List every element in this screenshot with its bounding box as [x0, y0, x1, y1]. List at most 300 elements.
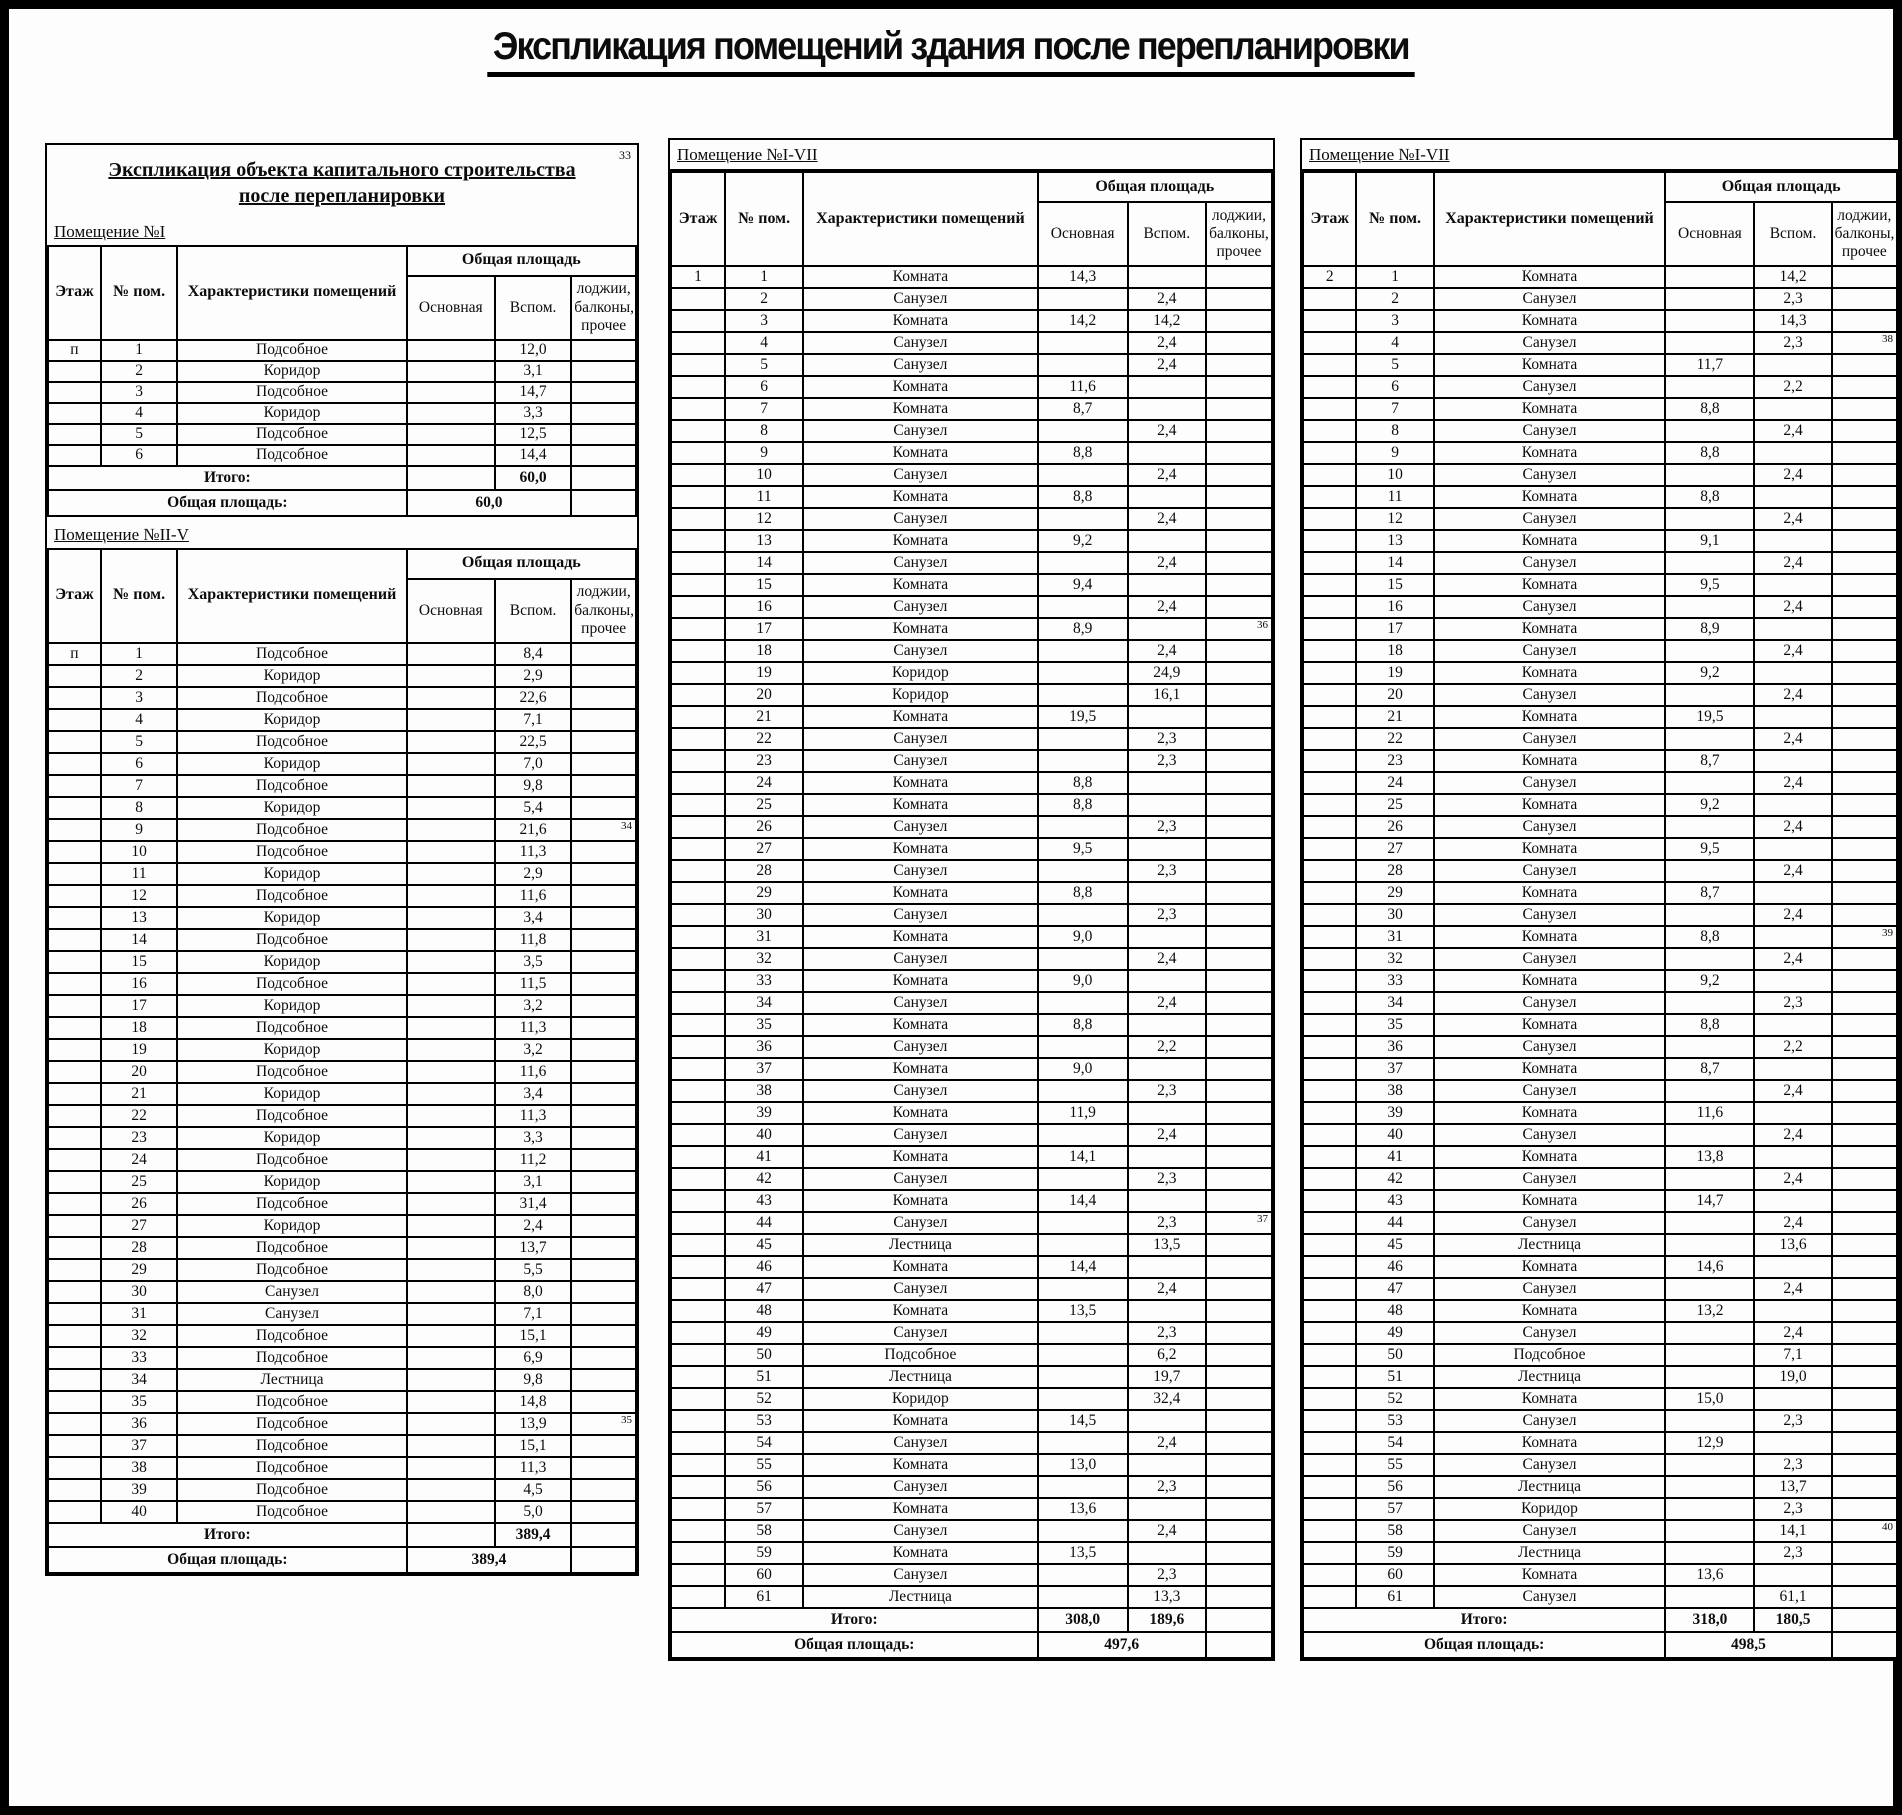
table-row: [1303, 1520, 1897, 1542]
cell-aux: 2,4: [1128, 1278, 1206, 1300]
cell-aux: 6,2: [1128, 1344, 1206, 1366]
cell-char: Санузел: [1434, 552, 1666, 574]
cell-aux: 2,3: [1128, 1564, 1206, 1586]
col-header-char: Характеристики помещений: [1434, 172, 1666, 266]
cell-aux: 5,0: [495, 1501, 571, 1523]
cell-num: 21: [725, 706, 803, 728]
cell-floor: [1303, 904, 1356, 926]
cell-aux: 13,7: [1754, 1476, 1831, 1498]
cell-other: [571, 382, 636, 403]
table-row: [1303, 1102, 1897, 1124]
cell-floor: [1303, 376, 1356, 398]
cell-num: 34: [1356, 992, 1433, 1014]
cell-main: [1665, 860, 1754, 882]
cell-aux: [1128, 1102, 1206, 1124]
table-row: [48, 907, 636, 929]
cell-char: Санузел: [1434, 948, 1666, 970]
cell-other: [1206, 486, 1272, 508]
cell-aux: 19,7: [1128, 1366, 1206, 1388]
table-row: [48, 1281, 636, 1303]
cell-other: [1832, 948, 1897, 970]
cell-other: [1832, 1322, 1897, 1344]
cell-char: Санузел: [1434, 992, 1666, 1014]
cell-main: [1665, 1476, 1754, 1498]
cell-floor: [671, 486, 725, 508]
table-row: [48, 382, 636, 403]
table-row: [671, 948, 1272, 970]
cell-other: [1832, 1212, 1897, 1234]
cell-other: [1832, 420, 1897, 442]
cell-char: Коридор: [177, 665, 406, 687]
cell-char: Комната: [1434, 266, 1666, 288]
cell-num: 9: [725, 442, 803, 464]
cell-aux: [1754, 1300, 1831, 1322]
cell-char: Санузел: [1434, 420, 1666, 442]
cell-floor: [671, 1146, 725, 1168]
cell-aux: 2,3: [1128, 1168, 1206, 1190]
cell-char: Комната: [803, 1300, 1037, 1322]
cell-aux: 3,3: [495, 403, 571, 424]
cell-aux: 2,3: [1754, 1542, 1831, 1564]
table-row: [1303, 266, 1897, 288]
table-row: [1303, 1454, 1897, 1476]
cell-other: [1832, 728, 1897, 750]
cell-num: 44: [725, 1212, 803, 1234]
cell-char: Комната: [803, 310, 1037, 332]
table-row: [1303, 1410, 1897, 1432]
cell-char: Комната: [803, 376, 1037, 398]
cell-other: [1206, 596, 1272, 618]
cell-num: 20: [725, 684, 803, 706]
cell-other: [1206, 398, 1272, 420]
table-row: [1303, 1432, 1897, 1454]
cell-char: Комната: [803, 1542, 1037, 1564]
cell-num: 49: [725, 1322, 803, 1344]
cell-main: [1038, 728, 1128, 750]
cell-other: [571, 1237, 636, 1259]
cell-char: Комната: [1434, 750, 1666, 772]
cell-floor: [1303, 926, 1356, 948]
cell-char: Подсобное: [177, 1501, 406, 1523]
cell-main: [407, 819, 495, 841]
cell-char: Комната: [1434, 1388, 1666, 1410]
cell-main: [407, 1303, 495, 1325]
table-row: [1303, 1036, 1897, 1058]
cell-floor: [48, 775, 101, 797]
cell-other: [1832, 1542, 1897, 1564]
cell-other: [571, 775, 636, 797]
table-row: [48, 753, 636, 775]
cell-floor: [1303, 464, 1356, 486]
cell-char: Комната: [803, 970, 1037, 992]
cell-aux: 2,4: [1754, 728, 1831, 750]
cell-floor: [48, 1083, 101, 1105]
cell-floor: [671, 310, 725, 332]
cell-floor: [1303, 684, 1356, 706]
cell-floor: [48, 731, 101, 753]
cell-floor: [48, 1369, 101, 1391]
cell-floor: [671, 1498, 725, 1520]
cell-aux: [1754, 530, 1831, 552]
table-row: [671, 1036, 1272, 1058]
cell-aux: 5,5: [495, 1259, 571, 1281]
cell-aux: 2,4: [1128, 508, 1206, 530]
table-row: [48, 643, 636, 665]
cell-num: 13: [725, 530, 803, 552]
cell-main: 9,2: [1038, 530, 1128, 552]
total-area-row: [48, 1547, 636, 1573]
cell-other: [1832, 816, 1897, 838]
col-header-char: Характеристики помещений: [177, 246, 406, 340]
cell-floor: [671, 640, 725, 662]
cell-other: [1832, 398, 1897, 420]
table-row: [48, 665, 636, 687]
cell-main: [407, 1281, 495, 1303]
table-row: [48, 1083, 636, 1105]
table-body: [671, 266, 1272, 1608]
cell-num: 57: [1356, 1498, 1433, 1520]
cell-char: Подсобное: [177, 973, 406, 995]
table-row: [671, 1014, 1272, 1036]
cell-floor: [1303, 1520, 1356, 1542]
cell-num: 30: [101, 1281, 177, 1303]
cell-aux: 3,5: [495, 951, 571, 973]
table-row: [1303, 552, 1897, 574]
cell-char: Комната: [803, 706, 1037, 728]
cell-char: Санузел: [1434, 596, 1666, 618]
table-row: [48, 1017, 636, 1039]
cell-char: Санузел: [1434, 1454, 1666, 1476]
cell-aux: 2,3: [1128, 1080, 1206, 1102]
cell-main: 9,0: [1038, 1058, 1128, 1080]
cell-aux: [1128, 882, 1206, 904]
cell-main: [407, 1369, 495, 1391]
cell-num: 2: [1356, 288, 1433, 310]
col-header-aux: Вспом.: [495, 276, 571, 340]
table-row: [671, 838, 1272, 860]
cell-aux: 3,1: [495, 1171, 571, 1193]
totals-label: Итого:: [671, 1608, 1038, 1632]
cell-aux: 2,4: [1754, 596, 1831, 618]
table-totals: [48, 466, 636, 516]
cell-num: 53: [1356, 1410, 1433, 1432]
table-row: [1303, 750, 1897, 772]
cell-char: Коридор: [803, 662, 1037, 684]
explication-table-room2-5: [47, 548, 637, 1574]
table-row: [48, 403, 636, 424]
cell-char: Коридор: [177, 753, 406, 775]
cell-num: 53: [725, 1410, 803, 1432]
cell-other: [1832, 1564, 1897, 1586]
cell-floor: [1303, 1102, 1356, 1124]
table-row: [1303, 1146, 1897, 1168]
table-row: [48, 841, 636, 863]
cell-floor: [48, 885, 101, 907]
cell-num: 50: [1356, 1344, 1433, 1366]
cell-floor: [48, 929, 101, 951]
explication-table-floor1: [670, 171, 1273, 1659]
cell-main: 8,9: [1038, 618, 1128, 640]
cell-main: 9,5: [1038, 838, 1128, 860]
cell-floor: [1303, 486, 1356, 508]
table-row: [671, 1124, 1272, 1146]
cell-char: Коридор: [177, 907, 406, 929]
cell-main: [1038, 288, 1128, 310]
cell-aux: 32,4: [1128, 1388, 1206, 1410]
cell-main: [407, 1259, 495, 1281]
cell-other: [571, 687, 636, 709]
cell-char: Комната: [803, 1058, 1037, 1080]
cell-char: Коридор: [803, 1388, 1037, 1410]
cell-main: 9,0: [1038, 970, 1128, 992]
cell-char: Комната: [803, 574, 1037, 596]
cell-main: [1038, 1366, 1128, 1388]
cell-char: Комната: [1434, 442, 1666, 464]
cell-other: [1206, 1366, 1272, 1388]
cell-num: 19: [101, 1039, 177, 1061]
cell-main: [1665, 332, 1754, 354]
cell-main: 19,5: [1038, 706, 1128, 728]
cell-main: [407, 753, 495, 775]
cell-floor: [1303, 1366, 1356, 1388]
cell-main: [1665, 1036, 1754, 1058]
cell-other: [571, 951, 636, 973]
cell-other: [1206, 970, 1272, 992]
cell-char: Подсобное: [177, 841, 406, 863]
table-row: [1303, 1278, 1897, 1300]
table-row: [671, 1344, 1272, 1366]
cell-char: Санузел: [177, 1303, 406, 1325]
cell-num: 8: [101, 797, 177, 819]
cell-main: [1038, 948, 1128, 970]
table-row: [1303, 1498, 1897, 1520]
table-row: [48, 863, 636, 885]
cell-char: Подсобное: [177, 424, 406, 445]
cell-char: Санузел: [177, 1281, 406, 1303]
table-row: [1303, 794, 1897, 816]
cell-aux: 11,5: [495, 973, 571, 995]
table-row: [671, 794, 1272, 816]
cell-floor: [671, 728, 725, 750]
cell-num: 26: [1356, 816, 1433, 838]
table-row: [48, 1259, 636, 1281]
cell-main: [1038, 552, 1128, 574]
cell-num: 51: [725, 1366, 803, 1388]
cell-main: [1038, 1388, 1128, 1410]
cell-other: [1832, 1190, 1897, 1212]
cell-char: Санузел: [1434, 816, 1666, 838]
cell-floor: [671, 992, 725, 1014]
cell-main: [1665, 684, 1754, 706]
cell-aux: [1754, 486, 1831, 508]
totals-main: [407, 1523, 495, 1547]
cell-num: 36: [101, 1413, 177, 1435]
cell-floor: [671, 464, 725, 486]
table-row: [48, 1061, 636, 1083]
cell-main: [407, 361, 495, 382]
cell-other: [1832, 1058, 1897, 1080]
cell-main: 14,5: [1038, 1410, 1128, 1432]
total-area-row: [48, 490, 636, 516]
cell-num: 5: [101, 731, 177, 753]
cell-num: 54: [725, 1432, 803, 1454]
table-totals: [48, 1523, 636, 1573]
table-body: [1303, 266, 1897, 1608]
cell-aux: [1128, 1454, 1206, 1476]
cell-other: [1206, 530, 1272, 552]
cell-main: [407, 1193, 495, 1215]
cell-aux: 21,6: [495, 819, 571, 841]
cell-main: [1038, 684, 1128, 706]
cell-char: Комната: [803, 530, 1037, 552]
cell-main: [407, 1061, 495, 1083]
cell-floor: [48, 1259, 101, 1281]
cell-aux: 22,5: [495, 731, 571, 753]
cell-char: Коридор: [177, 797, 406, 819]
cell-floor: [671, 706, 725, 728]
cell-aux: 2,4: [1754, 420, 1831, 442]
cell-main: [1038, 1036, 1128, 1058]
total-area-row: [1303, 1632, 1897, 1658]
cell-aux: 19,0: [1754, 1366, 1831, 1388]
table-body: [48, 340, 636, 466]
cell-char: Комната: [803, 486, 1037, 508]
cell-char: Подсобное: [803, 1344, 1037, 1366]
cell-other: [1206, 860, 1272, 882]
cell-aux: 11,3: [495, 1017, 571, 1039]
cell-floor: [671, 1586, 725, 1608]
cell-other: [571, 885, 636, 907]
cell-num: 48: [1356, 1300, 1433, 1322]
total-area-label: Общая площадь:: [48, 1547, 407, 1573]
table-row: [1303, 970, 1897, 992]
cell-aux: 8,4: [495, 643, 571, 665]
cell-num: 59: [725, 1542, 803, 1564]
cell-floor: [671, 596, 725, 618]
cell-other: [1832, 1014, 1897, 1036]
cell-num: 23: [725, 750, 803, 772]
totals-row: [1303, 1608, 1897, 1632]
cell-char: Комната: [1434, 970, 1666, 992]
cell-main: [407, 424, 495, 445]
table-row: [671, 926, 1272, 948]
table-row: [671, 1498, 1272, 1520]
table-row: [671, 266, 1272, 288]
cell-main: [1665, 1080, 1754, 1102]
cell-aux: 2,4: [1128, 552, 1206, 574]
cell-main: [407, 1149, 495, 1171]
cell-aux: 2,9: [495, 863, 571, 885]
cell-main: [407, 1435, 495, 1457]
cell-other: [1206, 354, 1272, 376]
middle-explication-block: [668, 138, 1275, 1661]
cell-floor: [48, 797, 101, 819]
right-explication-block: [1300, 138, 1900, 1661]
cell-main: [407, 973, 495, 995]
table-row: [1303, 662, 1897, 684]
cell-main: [407, 929, 495, 951]
cell-main: [1665, 1344, 1754, 1366]
cell-char: Комната: [1434, 1058, 1666, 1080]
cell-aux: 2,2: [1128, 1036, 1206, 1058]
cell-num: 22: [725, 728, 803, 750]
cell-num: 28: [725, 860, 803, 882]
cell-floor: [48, 709, 101, 731]
cell-main: 14,4: [1038, 1190, 1128, 1212]
table-row: [671, 1256, 1272, 1278]
totals-label: Итого:: [1303, 1608, 1665, 1632]
cell-aux: 2,2: [1754, 1036, 1831, 1058]
cell-floor: [1303, 1322, 1356, 1344]
cell-floor: [1303, 1300, 1356, 1322]
cell-char: Подсобное: [177, 1061, 406, 1083]
cell-floor: [1303, 1498, 1356, 1520]
total-area-value: 389,4: [407, 1547, 572, 1573]
cell-num: 23: [101, 1127, 177, 1149]
cell-char: Подсобное: [177, 1479, 406, 1501]
cell-aux: [1128, 1190, 1206, 1212]
cell-char: Лестница: [177, 1369, 406, 1391]
cell-aux: 14,8: [495, 1391, 571, 1413]
cell-aux: 2,4: [1128, 1520, 1206, 1542]
cell-other: [1832, 1300, 1897, 1322]
cell-other: [1206, 926, 1272, 948]
cell-char: Комната: [803, 772, 1037, 794]
cell-num: 15: [1356, 574, 1433, 596]
totals-main: 308,0: [1038, 1608, 1128, 1632]
cell-char: Санузел: [1434, 772, 1666, 794]
table-row: [1303, 1344, 1897, 1366]
cell-char: Коридор: [177, 995, 406, 1017]
cell-floor: [1303, 1256, 1356, 1278]
cell-num: 37: [725, 1058, 803, 1080]
cell-char: Санузел: [1434, 1036, 1666, 1058]
cell-main: [407, 775, 495, 797]
cell-floor: [671, 662, 725, 684]
cell-floor: [1303, 662, 1356, 684]
cell-char: Санузел: [1434, 1080, 1666, 1102]
cell-other: [571, 995, 636, 1017]
table-header: [48, 549, 636, 643]
table-row: [671, 1278, 1272, 1300]
cell-main: [407, 687, 495, 709]
cell-num: 5: [101, 424, 177, 445]
cell-main: [1665, 772, 1754, 794]
cell-main: [1038, 1212, 1128, 1234]
cell-num: 20: [1356, 684, 1433, 706]
cell-num: 35: [101, 1391, 177, 1413]
cell-floor: [671, 1102, 725, 1124]
cell-aux: 2,4: [1754, 640, 1831, 662]
cell-aux: 2,4: [1754, 1322, 1831, 1344]
cell-char: Комната: [803, 1102, 1037, 1124]
cell-floor: [1303, 948, 1356, 970]
cell-other: [571, 731, 636, 753]
cell-aux: 9,8: [495, 1369, 571, 1391]
cell-num: 25: [1356, 794, 1433, 816]
cell-char: Комната: [1434, 1432, 1666, 1454]
cell-floor: [1303, 1278, 1356, 1300]
totals-label: Итого:: [48, 466, 407, 490]
cell-char: Подсобное: [177, 885, 406, 907]
cell-aux: 2,3: [1754, 288, 1831, 310]
cell-floor: [48, 1105, 101, 1127]
cell-num: 31: [725, 926, 803, 948]
cell-char: Санузел: [803, 948, 1037, 970]
table-row: [1303, 332, 1897, 354]
cell-main: 13,6: [1665, 1564, 1754, 1586]
table-row: [48, 687, 636, 709]
